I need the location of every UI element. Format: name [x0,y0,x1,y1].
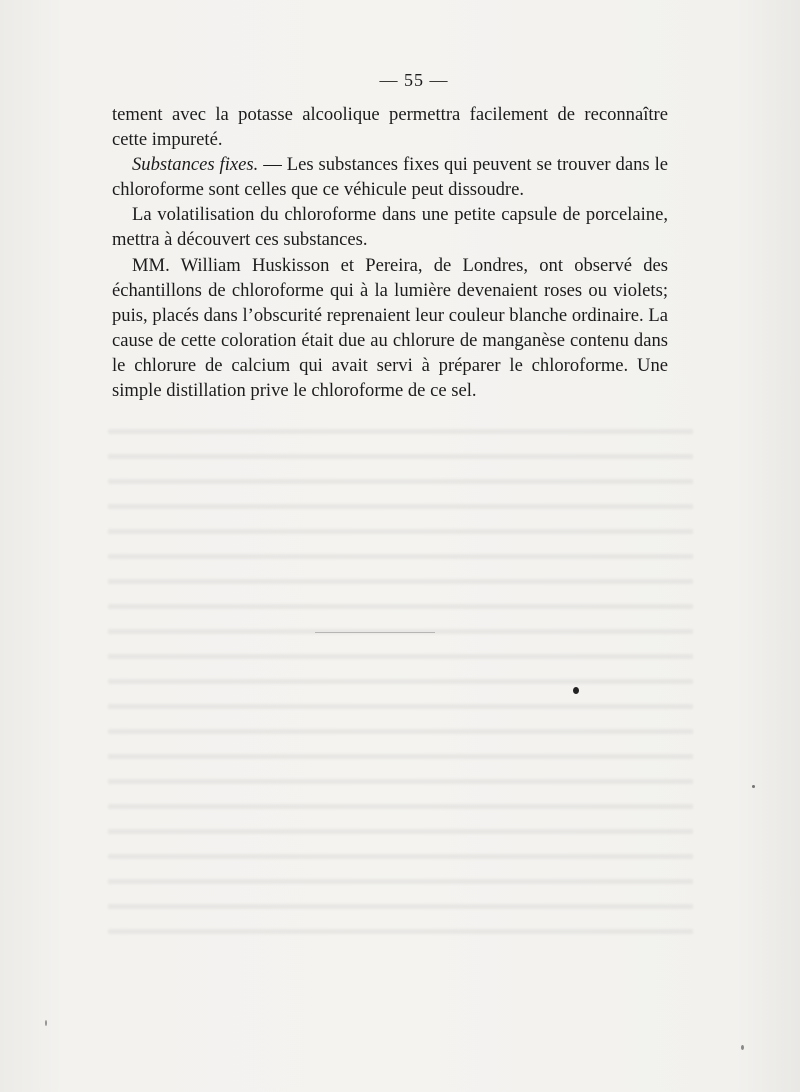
paragraph-1 [112,102,668,152]
section-heading-substances-fixes: Substances fixes. [132,154,259,176]
body-text [112,102,668,403]
bleed-through-text [108,415,693,935]
bleed-through-rule [315,632,435,633]
paragraph-1-text: tement avec la potasse alcoolique permettra facilement de reconnaître cette impureté. [112,104,668,151]
ink-speck [45,1020,47,1026]
ink-speck [752,785,755,788]
paragraph-3-text: La volatilisation du chloroforme dans une petite capsule de porcelaine, mettra à découvert ces substances. [112,204,668,251]
paragraph-4 [112,253,668,404]
page-number: — 55 — [379,70,449,90]
ink-speck [741,1045,744,1050]
paragraph-4-text: MM. William Huskisson et Pereira, de Londres, ont observé des échantillons de chloroforme qui à la lumière devenaient roses ou violets; puis, placés dans l’obscurité reprenaient leur couleur blanche ordinaire. La cause de cette coloration était due au chlorure de manganèse contenu dans le chlorure de calcium qui avait servi à préparer le chloroforme. Une simple distillation prive le chloroforme de ce sel. [112,254,668,402]
ink-speck [573,687,579,694]
paragraph-3 [112,202,668,252]
paragraph-2 [112,152,668,202]
paragraph-2-text: — Les substances fixes qui peuvent se trouver dans le chloroforme sont celles que ce véhicule peut dissoudre. [112,154,668,201]
